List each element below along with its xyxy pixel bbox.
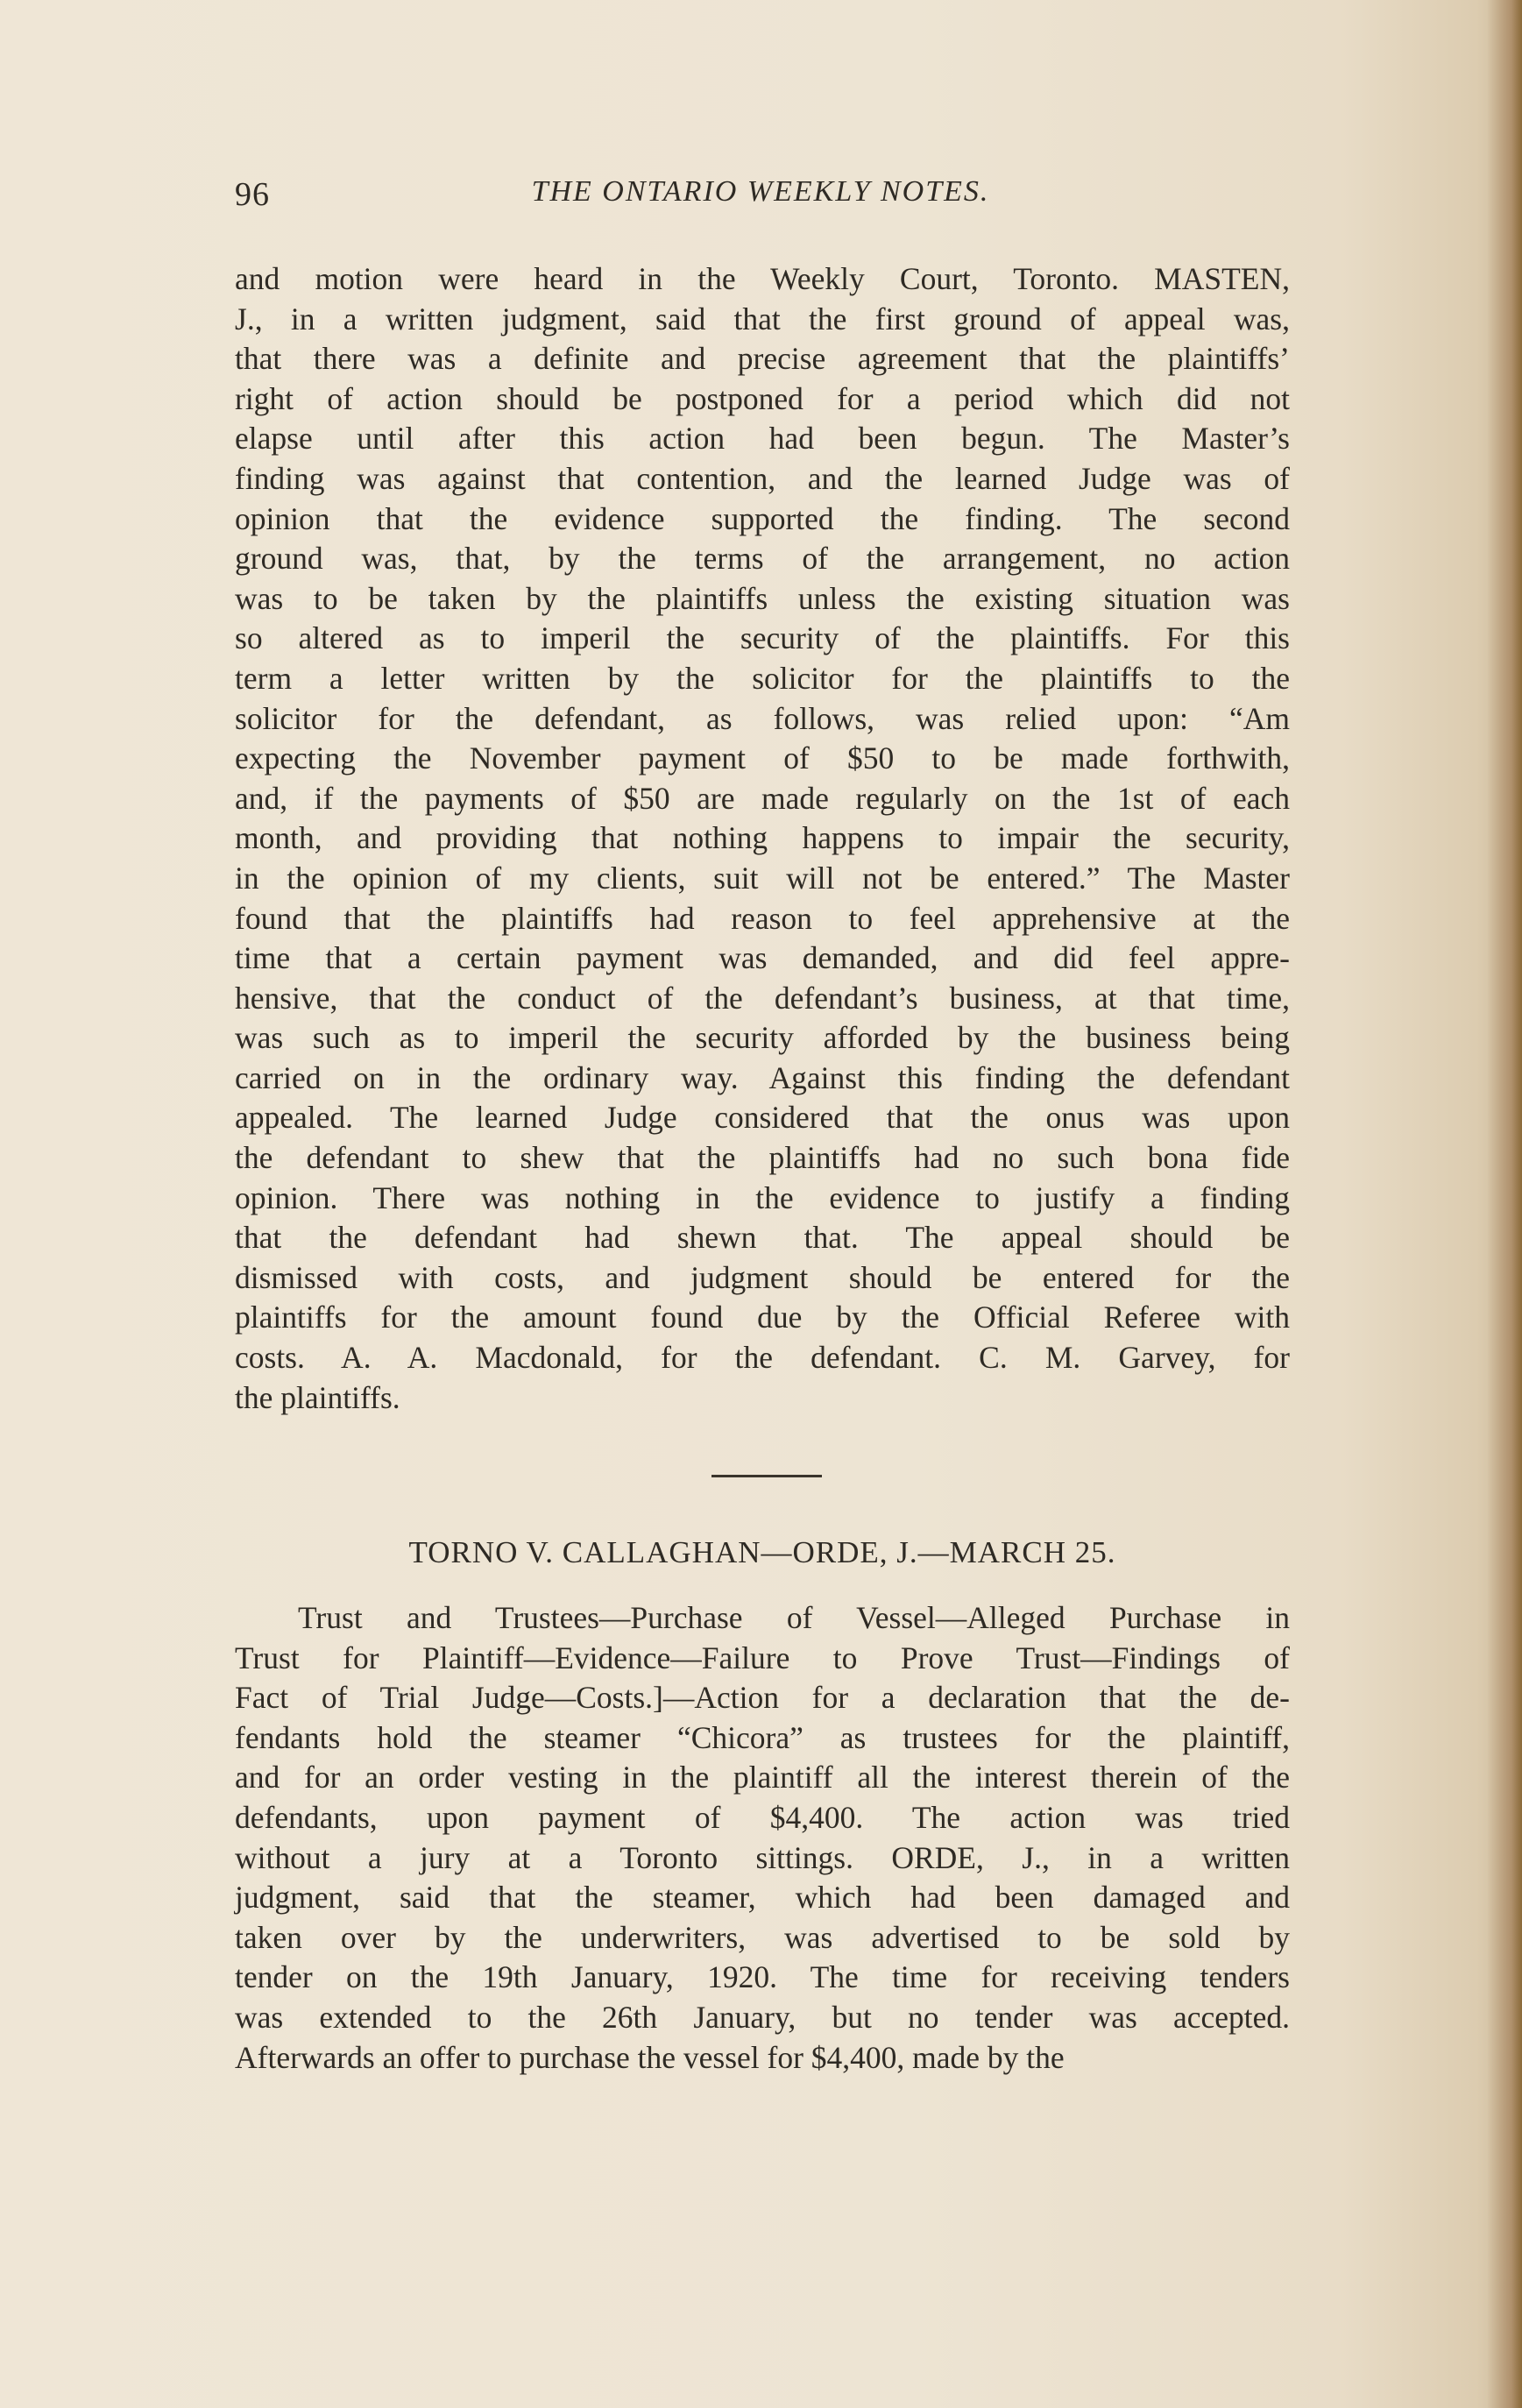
text-line: plaintiffs for the amount found due by the Official Referee with (235, 1300, 1290, 1335)
text-line: appealed. The learned Judge considered that the onus was upon (235, 1100, 1290, 1136)
text-line: solicitor for the defendant, as follows, was relied upon: “Am (235, 700, 1290, 736)
case-heading: TORNO V. CALLAGHAN—ORDE, J.—MARCH 25. (408, 1535, 1116, 1569)
page-header (235, 175, 1295, 228)
page-binding-edge (1487, 0, 1522, 2408)
text-line: right of action should be postponed for a period which did not (235, 380, 1290, 416)
text-line: carried on in the ordinary way. Against this finding the defendant (235, 1059, 1290, 1095)
text-line: and for an order vesting in the plaintiff all the interest therein of the (235, 1760, 1290, 1795)
text-line: the defendant to shew that the plaintiffs had no such bona fide (235, 1140, 1290, 1176)
text-line: ground was, that, by the terms of the arrangement, no action (235, 541, 1290, 577)
text-line: without a jury at a Toronto sittings. ORDE, J., in a written (235, 1839, 1290, 1875)
text-line: fendants hold the steamer “Chicora” as trustees for the plaintiff, (235, 1719, 1290, 1755)
text-line: dismissed with costs, and judgment should be entered for the (235, 1259, 1290, 1295)
text-line: term a letter written by the solicitor for the plaintiffs to the (235, 660, 1290, 696)
paragraph-masten-judgment (235, 259, 1290, 1418)
text-line: judgment, said that the steamer, which had been damaged and (235, 1880, 1290, 1916)
text-line: Trust for Plaintiff—Evidence—Failure to Prove Trust—Findings of (235, 1640, 1290, 1675)
text-line: was such as to imperil the security afforded by the business being (235, 1020, 1290, 1056)
text-line: and, if the payments of $50 are made regularly on the 1st of each (235, 780, 1290, 816)
text-line: opinion. There was nothing in the evidence to justify a finding (235, 1179, 1290, 1215)
text-line: Trust and Trustees—Purchase of Vessel—Alleged Purchase in (298, 1600, 1290, 1635)
text-line: opinion that the evidence supported the finding. The second (235, 500, 1290, 536)
text-line: Afterwards an offer to purchase the vessel for $4,400, made by the (235, 2039, 1065, 2075)
running-title: THE ONTARIO WEEKLY NOTES. (531, 175, 990, 208)
text-line: and motion were heard in the Weekly Court, Toronto. MASTEN, (235, 261, 1290, 296)
text-line: expecting the November payment of $50 to be made forthwith, (235, 740, 1290, 776)
text-line: Fact of Trial Judge—Costs.]—Action for a declaration that the de- (235, 1680, 1290, 1716)
text-line: that the defendant had shewn that. The appeal should be (235, 1220, 1290, 1256)
text-line: tender on the 19th January, 1920. The time for receiving tenders (235, 1959, 1290, 1995)
text-line: defendants, upon payment of $4,400. The action was tried (235, 1799, 1290, 1835)
paragraph-torno-callaghan (235, 1598, 1290, 2078)
text-line: that there was a definite and precise agreement that the plaintiffs’ (235, 341, 1290, 377)
text-line: costs. A. A. Macdonald, for the defendant. C. M. Garvey, for (235, 1340, 1290, 1376)
text-line: taken over by the underwriters, was advertised to be sold by (235, 1919, 1290, 1955)
text-line: hensive, that the conduct of the defendant’s business, at that time, (235, 980, 1290, 1016)
text-line: found that the plaintiffs had reason to feel apprehensive at the (235, 900, 1290, 936)
text-line: finding was against that contention, and the learned Judge was of (235, 460, 1290, 496)
text-line: in the opinion of my clients, suit will not be entered.” The Master (235, 860, 1290, 896)
text-line: the plaintiffs. (235, 1379, 400, 1415)
text-line: J., in a written judgment, said that the first ground of appeal was, (235, 301, 1290, 336)
text-line: month, and providing that nothing happens to impair the security, (235, 820, 1290, 856)
text-line: time that a certain payment was demanded, and did feel appre- (235, 940, 1290, 976)
text-line: so altered as to imperil the security of the plaintiffs. For this (235, 620, 1290, 656)
text-line: was extended to the 26th January, but no tender was accepted. (235, 1999, 1290, 2035)
text-line: elapse until after this action had been begun. The Master’s (235, 421, 1290, 457)
section-divider (711, 1475, 822, 1477)
page-number: 96 (235, 176, 270, 213)
text-line: was to be taken by the plaintiffs unless the existing situation was (235, 580, 1290, 616)
